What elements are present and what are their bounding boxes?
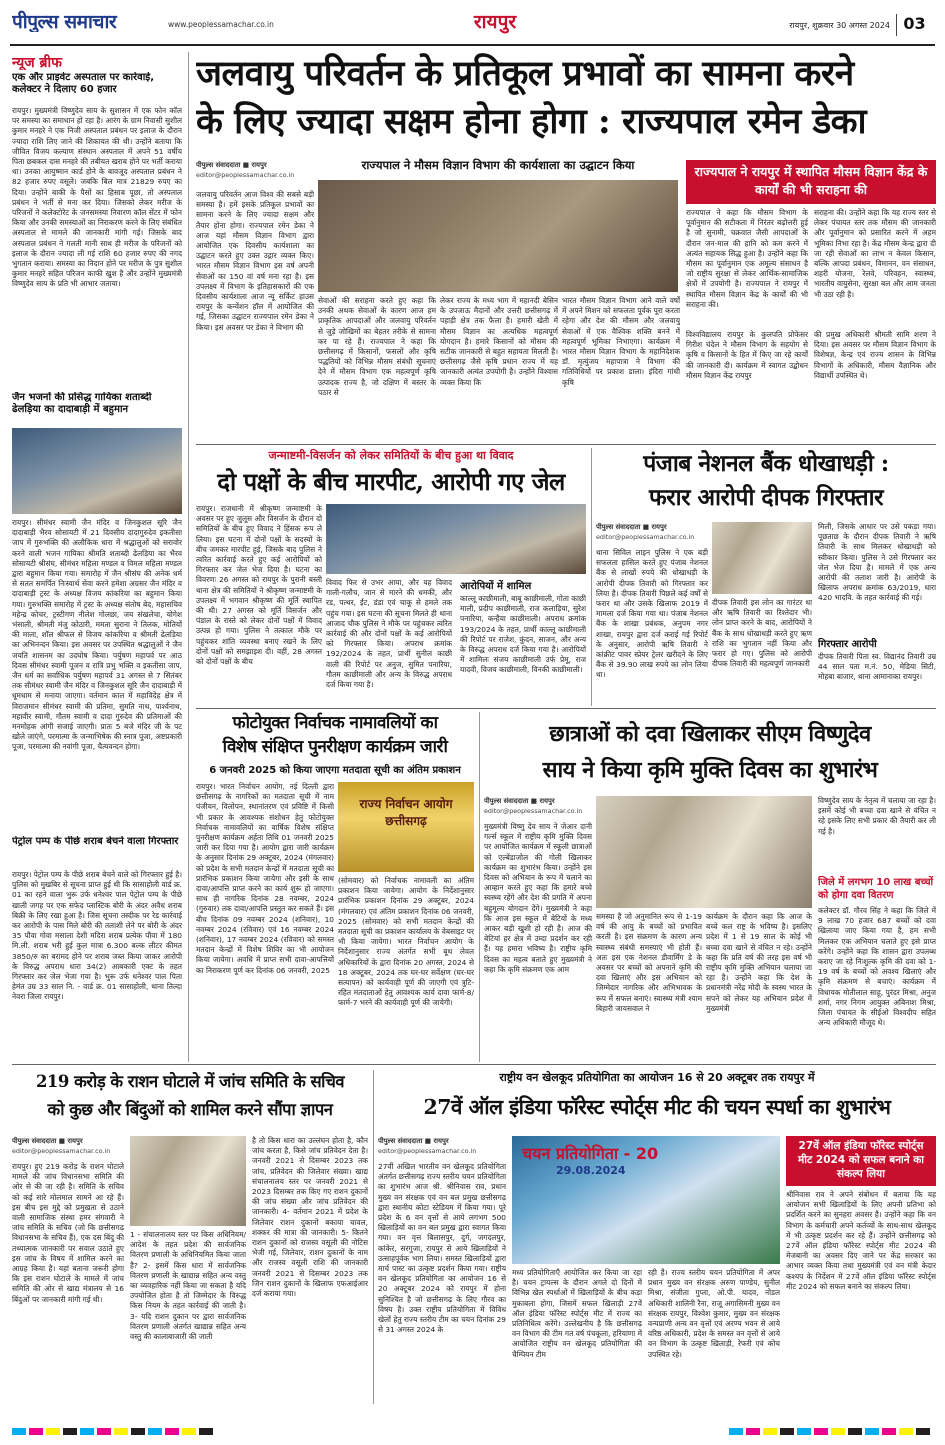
lead-side-title-text: राज्यपाल ने रायपुर में स्थापित मौसम विज्ञान केंद्र के कार्यों की भी सराहना की <box>694 164 928 197</box>
lead-side-title <box>686 160 936 204</box>
deworm-headline-line2: साय ने किया कृमि मुक्ति दिवस का शुभारंभ <box>542 757 878 783</box>
forest-col3: रही है। राज्य स्तरीय चयन प्रतियोगिता में अपर प्रधान मुख्य वन संरक्षक अरुण पाण्डेय, सुनील मिश्रा, संजीता गुप्ता, ओ.पी. यादव, नोडल अधिकारी शालिनी रैना, राजू अगासिमनी मुख्य वन संरक्षक रायपुर, विश्वेश कुमार, मुख्य वन संरक्षक वन्यप्राणी अन्य वन वृत्तों एवं अरण्य भवन से आये वरिष्ठ अधिकारी, प्रदेश के समस्त वन वृत्तों से आये वन विभाग के उत्कृष्ट खिलाड़ी, रेफरी एवं कोच उपस्थित रहे। <box>648 1268 780 1359</box>
lead-headline-line2: के लिए ज्यादा सक्षम होना होगा : राज्यपाल रमेन डेका <box>196 101 867 142</box>
voter-photo <box>338 782 474 872</box>
forest-side-title-text: 27वें ऑल इंडिया फॉरेस्ट स्पोर्ट्स मीट 2024 को सफल बनाने का संकल्प लिया <box>797 1140 925 1180</box>
pnb-col2: मिली, जिसके आधार पर उसे पकड़ा गया। पूछताछ के दौरान दीपक तिवारी ने ऋषि तिवारी के साथ मिलकर धोखाधड़ी को स्वीकार किया। पुलिस ने उसे गिरफ्तार कर जेल भेज दिया है। मामले में एक अन्य आरोपी की तलाश जारी है। आरोपी के खिलाफ अपराध क्रमांक 63/2019, धारा 420 भादवि. के तहत कार्रवाई की गई। <box>818 522 936 603</box>
deworm-col3: कार्यक्रम के दौरान कहा कि आज के बच्चे कल राष्ट्र के भविष्य है। इसलिए प्रदेश में 1 से 19 साल के कोई भी बच्चा दवा खाने से वंचित न रहे। उन्होंने कहा कि प्रति वर्ष की तरह इस वर्ष भी राष्ट्रीय कृमि मुक्ति अभियान चलाया जा रहा है। उन्होंने कहा कि देश के प्रधानमंत्री नरेंद्र मोदी के स्वस्थ भारत के सपने को लेकर यह अभियान प्रदेश में मुख्यमंत्री <box>706 912 812 1013</box>
registration-left <box>12 1428 232 1436</box>
forest-col2: मध्य प्रतियोगिताएँ आयोजित कर किया जा रहा है। चयन ट्रायल्स के दौरान अगले दो दिनों में विभिन्न खेल स्पर्धाओं में खिलाड़ियों के बीच कड़ा मुकाबला होगा, जिसमें सफल खिलाड़ी 27वें ऑल इंडिया फॉरेस्ट स्पोर्ट्स मीट में राज्य का प्रतिनिधित्व करेंगे। उल्लेखनीय है कि छत्तीसगढ़ वन विभाग की टीम गत वर्ष पंचकूला, हरियाणा में आयोजित राष्ट्रीय वन खेलकूद प्रतियोगिता की चैम्पियन टीम <box>512 1268 642 1359</box>
forest-banner-date: 29.08.2024 <box>556 1164 626 1177</box>
voter-col1: रायपुर। भारत निर्वाचन आयोग, नई दिल्ली द्वारा छत्तीसगढ़ के नागरिकों का मतदाता सूची में नाम पंजीयन, विलोपन, स्थानांतरण एवं प्रविष्टि में किसी भी प्रकार के आवश्यक संशोधन हेतु फोटोयुक्त निर्वाचक नामावलियों का वार्षिक विशेष संक्षिप्त पुनरीक्षण कार्यक्रम अर्हता तिथि 01 जनवरी 2025 जारी कर दिया गया है। आयोग द्वारा जारी कार्यक्रम के अनुसार दिनांक 29 अक्टूबर, 2024 (मंगलवार) को प्रदेश के सभी मतदान केन्द्रों में मतदाता सूची का प्रारंभिक प्रकाशन किया जायेगा और इसी के साथ दावा/आपत्ति प्राप्त करने का कार्य शुरू हो जाएगा। साथ ही नागरिक दिनांक 28 नवम्बर, 2024 (गुरुवार) तक दावा/आपत्ति प्रस्तुत कर सकते हैं। इस बीच दिनांक 09 नवम्बर 2024 (शनिवार), 10 नवम्बर 2024 (रविवार) एवं 16 नवम्बर 2024 (शनिवार), 17 नवम्बर 2024 (रविवार) को समस्त मतदान केन्द्रों में विशेष शिविर का भी आयोजन किया जायेगा। अवधि में प्राप्त सभी दावा-आपत्तियों का निराकरण पूर्ण कर दिनांक 06 जनवरी, 2025 <box>196 782 334 975</box>
forest-kicker: राष्ट्रीय वन खेलकूद प्रतियोगिता का आयोजन 16 से 20 अक्टूबर तक रायपुर में <box>499 1071 815 1084</box>
lead-byline-text: पीपुल्स संवाददाता ■ रायपुर <box>196 161 267 169</box>
lead-email: editor@peoplessamachar.co.in <box>196 171 295 179</box>
janmashtami-col1: रायपुर। राजधानी में श्रीकृष्ण जन्माष्टमी के अवसर पर हुए जुलूस और विसर्जन के दौरान दो समितियों के बीच हुए विवाद ने हिंसक रूप ले लिया। इस घटना में दोनों पक्षों के सदस्यों के बीच जमकर मारपीट हुई, जिसके बाद पुलिस ने त्वरित कार्रवाई करते हुए कई आरोपियों को गिरफ्तार कर जेल भेज दिया है। घटना का विवरणः 26 अगस्त को रायपुर के पुरानी बस्ती थाना क्षेत्र की समितियों ने श्रीकृष्ण जन्माष्टमी के उपलक्ष्य में भगवान श्रीकृष्ण की मूर्ति स्थापित की थी। 27 अगस्त को मूर्ति विसर्जन और पंडाल के रास्ते को लेकर दोनों पक्षों में विवाद उत्पन्न हो गया। पुलिस ने तत्काल मौके पर पहुंचकर शांति व्यवस्था बनाए रखने के लिए दोनों पक्षों को समझाइश दी। वहीं, 28 अगस्त को दोनों पक्षों के बीच <box>196 504 322 667</box>
deworm-subhead: जिले में लगभग 10 लाख बच्चों को होगा दवा वितरण <box>818 877 934 901</box>
lead-headline-line1: जलवायु परिवर्तन के प्रतिकूल प्रभावों का सामना करने <box>196 53 854 94</box>
brief1-body: रायपुर। मुख्यमंत्री विष्णुदेव साय के सुशासन में एक फोन कॉल पर समस्या का समाधान हो रहा है। आरंग के ग्राम निवासी सुशील कुमार मनहरे ने एक निजी अस्पताल प्रबंधन पर इलाज के दौरान ज्यादा राशि लिए जाने की शिकायत की थी। उन्होंने बताया कि जीवित विजय कल्याण संस्थान अस्पताल में अपने 51 वर्षीय पिता छबकल दास मनहरे की तबीयत खराब होने पर भर्ती कराया था। उनका आयुष्मान कार्ड होने के बावजूद अस्पताल प्रबंधन ने 82 हजार रुपए वसूले। जबकि बिल मात्र 21829 रुपए का दिया। उन्होंने बाकी के पैसों का हिसाब पूछा, तो अस्पताल प्रबंधन ने भर्ती से मना कर दिया। जिसको लेकर मरीज के परिजनों ने कलेक्टोरेट के जनसमस्या निवारण कॉल सेंटर में फोन किया और उनकी समस्याओं का निराकरण करने के लिए संबंधित अस्पताल से मामले की जानकारी मांगी गई। जिसके बाद अस्पताल प्रबंधन ने गलती मानी साथ ही मरीज के परिजनों को इलाज के दौरान ज्यादा ली गई राशि 60 हजार रुपए की नगद भुगतान कराया। समस्या का निदान होने पर मरीज के पुत्र सुशील कुमार मनहरे सहित परिजन काफी खुश है और उन्होंने मुख्यमंत्री विष्णुदेव साय के प्रति भी आभार जताया। <box>12 106 182 289</box>
pnb-accused-head: गिरफ्तार आरोपी <box>818 639 877 650</box>
pnb-photo <box>712 522 812 594</box>
voter-col2: (सोमवार) को निर्वाचक नामावली का अंतिम प्रकाशन किया जायेगा। आयोग के निर्देशानुसार प्रारंभिक प्रकाशन दिनांक 29 अक्टूबर, 2024 (मंगलवार) एवं अंतिम प्रकाशन दिनांक 06 जनवरी, 2025 (सोमवार) को सभी मतदान केन्द्रों की मतदाता सूची का प्रकाशन कार्यालय के वेबसाइट पर भी किया जायेगा। भारत निर्वाचन आयोग के निर्देशानुसार राज्य अंतर्गत सभी बूथ लेवल अधिकारियों के द्वारा दिनांक 20 अगस्त, 2024 से 18 अक्टूबर, 2024 तक घर-घर सर्वेक्षण (घर-घर सत्यापन) को कार्यवाही पूर्ण की जाएगी एवं त्रुटि-रहित मतदाताओं हेतु आवश्यक कार्य दावा फार्म-8/ फार्म-7 भरने की कार्यवाही पूर्ण की जायेगी। <box>338 876 474 1008</box>
deworm-col2: समस्या है जो अनुमानित रूप से 1-19 वर्ष की आयु के बच्चों को प्रभावित करती है। इस संक्रमण के कारण अन्य स्वास्थ्य संबंधी समस्याएं भी होती हैं। अतः इस एक नेशनल डीवार्मिंग डे के अवसर पर बच्चों को अपनाने कृमि की दवा खिलाएं और इस अभियान को जिम्मेदार नागरिक और अभिभावक के रूप में सफल बनाएं। स्वास्थ्य मंत्री श्याम बिहारी जायसवाल ने <box>596 912 702 1013</box>
ration-byline-text: पीपुल्स संवाददाता ■ रायपुर <box>12 1137 83 1145</box>
deworm-email: editor@peoplessamachar.co.in <box>484 807 583 815</box>
pnb-email: editor@peoplessamachar.co.in <box>596 533 695 541</box>
ration-col2: 1 - संचालनालय स्तर पर किस अधिनियम/आदेश के तहत प्रदेश की सार्वजनिक वितरण प्रणाली के अधिनियमित किया जाता है? 2- इसमें किस धारा में सार्वजनिक वितरण प्रणाली के खाद्यान्न सहित अन्य वस्तु का व्यवहारिक नहीं किया जा सकता है यदि उपयोजित होता है तो जिम्मेदार के विरुद्ध किस नियम के तहत कार्रवाई की जाती है। 3- यदि राशन दुकान पर द्वारा सार्वजनिक वितरण प्रणाली अंतर्गत खाद्यान्न सहित अन्य वस्तु की कालाबाजारी की जाती <box>130 1230 246 1342</box>
lead-subhead: राज्यपाल ने मौसम विज्ञान विभाग की कार्यशाला का उद्घाटन किया <box>361 158 635 172</box>
left-column-divider <box>188 52 189 1062</box>
masthead-rule <box>10 44 935 46</box>
lead-side-col2: सराहना की। उन्होंने कहा कि यह राज्य स्तर से लेकर पंचायत स्तर तक मौसम की जानकारी और पूर्वानुमान को प्रसारित करने में अहम भूमिका निभा रहा है। केंद्र मौसम केन्द्र द्वारा दी जा रही सेवाओं का लाभ न केवल किसान, बल्कि आपदा प्रबंधन, विमानन, वन संसाधन, शहरी योजना, रेलवे, परिवहन, स्वास्थ्य, भारतीय वायुसेना, सुरक्षा बल और आम जनता भी उठा रही है। <box>814 208 936 299</box>
forest-side-title <box>786 1136 936 1186</box>
deworm-col1: मुख्यमंत्री विष्णु देव साय ने जेआर दानी गर्ल्स स्कूल में राष्ट्रीय कृमि मुक्ति दिवस पर आयोजित कार्यक्रम में स्कूली छात्राओं को एल्बेंडाजोल की गोली खिलाकर कार्यक्रम का शुभारंभ किया। उन्होंने इस दिवस को अभियान के रूप में चलाने का आव्हान करते हुए कहा कि हमारे बच्चे स्वस्थ्य रहेंगे और देश की प्रगति में अपना बहुमूल्य योगदान देंगे। मुख्यमंत्री ने कहा कि आज इस स्कूल में बेटियों के मध्य आकर बड़ी खुशी हो रही है। आज की बेटियां हर क्षेत्र में उम्दा प्रदर्शन कर रही हैं। यह हमारा भविष्य है। राष्ट्रीय कृमि दिवस का महत्व बताते हुए मुख्यमंत्री ने कहा कि कृमि संक्रमण एक आम <box>484 822 592 974</box>
ration-byline <box>12 1136 124 1160</box>
page-number: 03 <box>896 14 932 36</box>
forest-byline-text: पीपुल्स संवाददाता ■ रायपुर <box>378 1137 449 1145</box>
voter-headline-line2: विशेष संक्षिप्त पुनरीक्षण कार्यक्रम जारी <box>222 737 448 757</box>
voter-photo-text: राज्य निर्वाचन आयोग छत्तीसगढ़ <box>359 797 453 828</box>
paper-name: पीपुल्स समाचार <box>12 11 117 32</box>
deworm-col4: विष्णुदेव साय के नेतृत्व में चलाया जा रहा है। इसमें कोई भी बच्चा दवा खाने से वंचित न रहे इसके लिए सभी प्रकार की तैयारी कर ली गई है। <box>818 796 936 836</box>
forest-email: editor@peoplessamachar.co.in <box>378 1147 477 1155</box>
janmashtami-headline: दो पक्षों के बीच मारपीट, आरोपी गए जेल <box>217 467 565 496</box>
janmashtami-col2: विवाद फिर से उभर आया, और यह विवाद गाली-गलौच, जान से मारने की धमकी, और रड, पत्थर, ईंट, डंडा एवं चाकू से हमले तक पहुंच गया। इस घटना की सूचना मिलते ही थाना आजाद चौक पुलिस ने मौके पर पहुंचकर त्वरित कार्रवाई की और दोनों पक्षों के कई आरोपियों को गिरफ्तार किया। अपराध क्रमांक 192/2024 के तहत, प्रार्थी सुनील काछी वाली की रिपोर्ट पर अनुज, सुमित पनारिया, गौतम काछीमाली और अन्य के विरुद्ध अपराध दर्ज किया गया है। <box>326 578 452 690</box>
pnb-col1: थाना सिविल लाइन पुलिस ने एक बड़ी सफलता हासिल करते हुए पंजाब नेशनल बैंक से लाखों रुपये की धोखाधड़ी के आरोपी दीपक तिवारी को गिरफ्तार कर लिया है। दीपक तिवारी पिछले कई वर्षों से फरार था और उसके खिलाफ 2019 में मामला दर्ज किया गया था। पंजाब नेशनल बैंक के शाखा प्रबंधक, अनुपम नगर शाखा, रायपुर द्वारा दर्ज कराई गई रिपोर्ट के अनुसार, आरोपी ऋषि तिवारी ने कांक्रीट पावर स्प्रेयर ट्रेलर खरीदने के लिए बैंक से 39.90 लाख रुपये का लोन लिया था। <box>596 548 708 680</box>
ration-photo <box>130 1136 246 1226</box>
lower-rule <box>12 1064 936 1065</box>
brief2-headline: जैन भजनों की प्रसिद्ध गायिका शताब्दी ढेलड़िया का दादाबाड़ी में बहुमान <box>12 392 152 415</box>
deworm-col5: कलेक्टर डॉ. गौरव सिंह ने कहा कि जिले में 9 लाख 70 हजार 687 बच्चों को दवा खिलाया जाए किया गया है, हम सभी मिलकर एक अभियान चलाते हुए इसे प्राप्त करेंगे। उन्होंने कहा कि शासन द्वारा उपलब्ध कराए जा रहे निःशुल्क कृमि की दवा को 1-19 वर्ष के बच्चों को अवश्य खिलाएं और कृमि संक्रमण से बचाएं। कार्यक्रम में विधायक मोतीलाल साहू, पुरंदर मिश्रा, अनुज शर्मा, नगर निगम आयुक्त अबिनाश मिश्रा, जिला पंचायत के सीईओ विश्वदीप सहित अन्य अधिकारी मौजूद थे। <box>818 906 936 1028</box>
lead-side-col1: राज्यपाल ने कहा कि मौसम विभाग के पूर्वानुमान की सटीकता में निरंतर बढ़ोत्तरी हुई है जो सुनामी, चक्रवात जैसी आपदाओं के दौरान जन-माल की हानि को कम करने में अत्यंत सहायक सिद्ध हुआ है। उन्होंने कहा कि मौसम का पूर्वानुमान एक अमूल्य संसाधन है जो राष्ट्रीय सुरक्षा से लेकर आर्थिक-सामाजिक क्षेत्रों में उपयोगी है। राज्यपाल ने रायपुर में स्थापित मौसम विज्ञान केंद्र के कार्यों की भी सराहना की। <box>686 208 808 309</box>
website-url: www.peoplessamachar.co.in <box>168 20 274 29</box>
date-line: रायपुर, शुक्रवार 30 अगस्त 2024 <box>789 21 890 30</box>
forest-headline: 27वें ऑल इंडिया फॉरेस्ट स्पोर्ट्स मीट की चयन स्पर्धा का शुभारंभ <box>423 1095 891 1119</box>
brief1-headline: एक और प्राइवेट अस्पताल पर कार्रवाई, कलेक्टर ने दिलाए 60 हजार <box>12 72 154 95</box>
deworm-photo <box>596 796 812 908</box>
lead-photo <box>318 180 678 292</box>
deworm-byline-text: पीपुल्स संवाददाता ■ रायपुर <box>484 797 555 805</box>
registration-right <box>710 1428 930 1436</box>
janmashtami-photo <box>326 504 586 574</box>
pnb-accused-body: दीपक तिवारी पिता स्व. विद्यानंद तिवारी उम्र 44 साल पता म.नं. 50, मेडिया सिटी, मोहबा बाजार, थाना आमानाका रायपुर। <box>818 652 936 682</box>
masthead <box>0 0 945 44</box>
ration-headline-line2: को कुछ और बिंदुओं को शामिल करने सौंपा ज्ञापन <box>47 1100 333 1119</box>
news-brief-title: न्यूज ब्रीफ <box>12 55 62 70</box>
pnb-headline-line2: फरार आरोपी दीपक गिरफ्तार <box>649 484 883 511</box>
janmashtami-photo-caption: आरोपियों में शामिल <box>460 581 532 592</box>
ration-headline-line1: 219 करोड़ के राशन घोटाले में जांच समिति के सचिव <box>35 1072 345 1091</box>
pnb-photo-caption: दीपक तिवारी इस लोन का गारंटर था और ऋषि तिवारी का रिश्तेदार भी। लोन प्राप्त करने के बाद, आरोपियों ने बैंक के साथ धोखाधड़ी करते हुए ऋण राशि का भुगतान नहीं किया और फरार हो गए। पुलिस को आरोपी दीपक तिवारी की महत्वपूर्ण जानकारी <box>712 598 812 669</box>
lead-byline <box>196 160 314 184</box>
ration-divider <box>373 1070 374 1404</box>
news-brief-label <box>12 52 182 70</box>
pnb-byline-text: पीपुल्स संवाददाता ■ रायपुर <box>596 523 667 531</box>
voter-headline-line1: फोटोयुक्त निर्वाचक नामावलियों का <box>232 713 438 733</box>
section-title: रायपुर <box>473 11 517 33</box>
ration-email: editor@peoplessamachar.co.in <box>12 1147 111 1155</box>
lead-col1: जलवायु परिवर्तन आज विश्व की सबसे बड़ी समस्या है। हमें इसके प्रतिकूल प्रभावों का सामना करने के लिए ज्यादा सक्षम और तैयार होना होगा। राज्यपाल रमेन डेका ने आज यहां मौसम विज्ञान विभाग द्वारा आयोजित एक दिवसीय कार्यशाला का उद्घाटन करते हुए उक्त उद्गार व्यक्त किए। भारत मौसम विज्ञान विभाग इस वर्ष अपनी सेवाओं का 150 वां वर्ष मना रहा है। इस उपलक्ष्य में विभाग के इतिहासकारों की एक दिवसीय कार्यशाला आज न्यू सर्किट हाउस रायपुर के कन्वेंशन हॉल में आयोजित की गई, जिसका उद्घाटन राज्यपाल रमेन डेका ने किया। इस अवसर पर डेका ने विभाग की <box>196 190 314 332</box>
lead-col2: सेवाओं की सराहना करते हुए कहा कि उनकी अथक सेवाओं के कारण आज हम प्राकृतिक आपदाओं और जलवायु परिवर्तन से जुड़े जोखिमों का बेहतर तरीके से सामना कर पा रहे हैं। राज्यपाल ने कहा कि छत्तीसगढ़ में किसानों, फसलों और कृषि पद्धतियों को विभिन्न मौसम संबंधी सूचनाएं देने में मौसम विभाग एक महत्वपूर्ण कृषि उत्पादक राज्य है, जो दक्षिण में बस्तर के पठार से <box>318 296 436 397</box>
paper-logo <box>12 8 162 32</box>
forest-byline <box>378 1136 506 1160</box>
lead-side-col3: विश्वविद्यालय रायपुर के कुलपति प्रोफेसर गिरीश चंदेल ने मौसम विभाग के सहयोग से कृषि व किसानों के हित में किए जा रहे कार्यों की जानकारी दी। कार्यक्रम में स्वागत उद्बोधन मौसम विज्ञान केंद्र रायपुर <box>686 330 808 380</box>
pnb-headline-line1: पंजाब नेशनल बैंक धोखाधड़ी : <box>643 450 889 477</box>
lead-col4: भारत मौसम विज्ञान विभाग आने वाले वर्षों में अपने मिशन को सफलता पूर्वक पूरा करता रहेगा और देश की मौसम और जलवायु सेवाओं में एक वैश्विक शक्ति बनने में महत्वपूर्ण भूमिका निभाएगा। कार्यक्रम में भारत मौसम विज्ञान विभाग के महानिदेशक डॉ. मृत्युंजय महापात्रा ने विभाग की गतिविधियों पर प्रकाश डाला। इंदिरा गांधी कृषि <box>562 296 680 387</box>
forest-side-body: श्रीनिवास राव ने अपने संबोधन में बताया कि यह आयोजन सभी खिलाड़ियों के लिए अपनी प्रतिभा को प्रदर्शित करने का सुनहरा अवसर है। उन्होंने कहा कि वन विभाग के कर्मचारी अपने कर्तव्यों के साथ-साथ खेलकूद में भी उत्कृष्ट प्रदर्शन कर रहे हैं। उन्होंने छत्तीसगढ़ को 27वें ऑल इंडिया फॉरेस्ट स्पोर्ट्स मीट 2024 की मेजबानी का अवसर दिए जाने पर केंद्र सरकार का आभार व्यक्त किया तथा मुख्यमंत्री एवं वन मंत्री केदार कश्यप के निर्देशन में 27वें ऑल इंडिया फॉरेस्ट स्पोर्ट्स मीट 2024 को सफल बनाने का संकल्प लिया। <box>786 1190 936 1291</box>
janmashtami-divider <box>591 448 592 706</box>
forest-photo <box>512 1136 780 1264</box>
lead-bottom-rule <box>196 444 936 445</box>
forest-banner-text: चयन प्रतियोगिता - 20 <box>522 1144 659 1163</box>
brief3-headline: पेट्रोल पम्प के पीछे शराब बेचने वाला गिरफ्तार <box>12 836 179 847</box>
mid-rule <box>196 708 936 709</box>
pnb-byline <box>596 522 708 546</box>
brief3-body: रायपुर। पेट्रोल पम्प के पीछे शराब बेचने वाले को गिरफ्तार हुई है। पुलिस को मुखबिर से सूचना प्राप्त हुई थी कि सासाहोली वार्ड क्र. 01 का रहने वाला भुरू उर्फ धनेश्वर पाल पेट्रोल पम्प के पीछे खाली जगह पर एक सफेद प्लास्टिक बोरी के अंदर अवैध शराब बिक्री के लिए रखा हुआ है। जिस सूचना तस्दीक पर रेड कार्रवाई कर आरोपी के पास मिले बोरी की तलाशी लेने पर बोरी के अंदर 35 पौवा गोवा मसाला देशी मदिरा शराब प्रत्येक पौवा में 180 मि.ली. शराब भरी हुई कुल मात्रा 6.300 बल्क लीटर कीमत 3850/रु का बरामद होने पर शराब जब्त किया जाकर आरोपी के विरुद्ध अपराध धारा 34(2) आबकारी एक्ट के तहत गिरफ्तार कर जेल भेजा गया है। भुरू उर्फ धनेश्वर पाल पिता हेमंत उम्र 33 साल नि. - वार्ड क्र. 01 सासाहोली, थाना तिल्दा नेवरा जिला रायपुर। <box>12 870 182 1002</box>
forest-col1: 27वीं अखिल भारतीय वन खेलकूद प्रतियोगिता अंतर्गत छत्तीसगढ़ राज्य स्तरीय चयन प्रतियोगिता का शुभारंभ आज श्री. श्रीनिवास राव, प्रधान मुख्य वन संरक्षक एवं वन बल प्रमुख छत्तीसगढ़ द्वारा स्थानीय कोटा स्टेडियम में किया गया। पूरे प्रदेश के 6 वन वृत्तों से आये लगभग 500 खिलाड़ियों का वन बल प्रमुख द्वारा स्वागत किया गया। वन वृत्त बिलासपुर, दुर्ग, जगदलपुर, कांकेर, सरगुजा, रायपुर से आये खिलाड़ियों ने उत्साहपूर्वक भाग लिया। समस्त खिलाड़ियों द्वारा मार्च पास्ट का उत्कृष्ट प्रदर्शन किया गया। राष्ट्रीय वन खेलकूद प्रतियोगिता का आयोजन 16 से 20 अक्टूबर 2024 को रायपुर में होना सुनिश्चित है जो छत्तीसगढ़ के लिए गौरव का विषय है। उक्त राष्ट्रीय प्रतियोगिता में विविध खेलों हेतु राज्य स्तरीय टीम का चयन दिनांक 29 से 31 अगस्त 2024 के <box>378 1162 506 1335</box>
ration-col3: है तो किस धारा का उल्लंघन होता है, कौन जांच करता है, किसे जांच प्रतिवेदन देता है। जनवरी 2021 से दिसम्बर 2023 तक जांच, प्रतिवेदन की जिलेवार संख्या। खाद्य संचालनालय स्तर पर जनवरी 2021 से 2023 दिसम्बर तक किए गए राशन दुकानों की जांच संख्या और जांच प्रतिवेदन की जानकारी। 4- वर्तमान 2021 में प्रदेश के जिलेवार राशन दुकानों बकाया चावल, शक्कर की मात्रा की जानकारी। 5- कितने राशन दुकानों को राजस्व वसूली की नोटिस भेजी गई, जिलेवार, राशन दुकानों के नाम और राजस्व वसूली राशि की जानकारी जनवरी 2021 से दिसम्बर 2023 तक जिन राशन दुकानों के खिलाफ एफआईआर दर्ज कराया गया। <box>252 1136 368 1299</box>
lead-col3: लेकर राज्य के मध्य भाग में महानदी बेसिन के उपजाऊ मैदानों और उत्तरी छत्तीसगढ़ में पहाड़ी क्षेत्र तक फैला है। हमारी खेती में मौसम विज्ञान का अत्यधिक महत्वपूर्ण योगदान है। हमारे किसानों को मौसम की सटीक जानकारी से बहुत सहायता मिलती है। छत्तीसगढ़ जैसे कृषि प्रधान राज्य में यह जानकारी अत्यंत उपयोगी है। उन्होंने विश्वास व्यक्त किया कि <box>440 296 558 387</box>
janmashtami-col3: काल्लू काछीमाली, बाबू काछीमाली, गोता काछी माली, प्रदीप काछीमाली, राज कलाड़िया, सुरेश पनारिया, कन्हैया काछीमाली। अपराध क्रमांक 193/2024 के तहत, प्रार्थी काल्लू काछीमाली की रिपोर्ट पर राजेश, कुंदन, साजन, और अन्य के विरुद्ध अपराध दर्ज किया गया है। आरोपियों में शामिलः संजय काछीमाली उर्फ प्रेमू, राज यादवी, विजय काछीमाली, विनकी काछीमाली। <box>460 594 586 675</box>
brief2-photo <box>12 428 182 514</box>
lead-side-col4: की प्रमुख अधिकारी श्रीमती सामि शरण ने दिया। इस अवसर पर मौसम विज्ञान विभाग के विशेषज्ञ, केन्द्र एवं राज्य शासन के विभिन्न विभागों के अधिकारी, मौसम वैज्ञानिक और विद्यार्थी उपस्थित थे। <box>814 330 936 380</box>
voter-subhead: 6 जनवरी 2025 को किया जाएगा मतदाता सूची का अंतिम प्रकाशन <box>209 765 461 776</box>
ration-col1: रायपुर। हुए 219 करोड़ के राशन घोटाले मामले की जांच विधानसभा समिति की ओर से की जा रही है। समिति के सचिव को कई सारे मोलमाल सामने आ रहे हैं। इस बीच इस मुद्दे को प्रमुखता से उठाने वाली सामाजिक संस्था हमर संगवारी ने जांच समिति के सचिव (जो कि छत्तीसगढ़ विधानसभा के सचिव हैं), एक दस बिंदु की तथ्यात्मक जानकारी पर सवाल उठाते हुए इस जांच के विषय में शामिल करने का आग्रह किया है। यहां बताना जरूरी होगा कि इस राशन घोटाले के मामले में जांच समिति की ओर से खाद्य मंत्रालय से 16 बिंदुओं पर जानकारी मांगी गई थी। <box>12 1162 124 1304</box>
brief2-body: रायपुर। सीमंधर स्वामी जैन मंदिर व जिनकुशल सूरि जैन दादाबाड़ी भैरव सोसायटी में 21 दिवसीय दादागुरुदेव इकतीसा जाप में गुरुभक्ति की अलौकिक धारा में श्रद्धालुओं को सरावोर करने वाली भजन गायिका श्रीमति शताब्दी ढेलड़िया का भैरव सोसायटी श्रीसंघ, सीमंधर महिला मण्डल व विमल महिला मण्डल द्वारा बहुमान किया गया। समारोह में जैन श्रीसंघ की अनेक धर्म से सतत समर्पित निःस्वार्थ सेवा करने हमेशा अग्रसर जैन मंदिर व दादाबाड़ी ट्रस्ट के अध्यक्ष विजय कांकरिया का बहुमान किया गया। गुरुभक्ति समारोह में ट्रस्ट के अध्यक्ष संतोष बेद, महासचिव महेन्द्र कोचर, ट्रस्टीगण नीलेश गोलछा, जय संखलेचा, योगेश भंसाली, श्रीमती मंजु कोठारी, ममता सुराना ने तिलक, मोतियों की माला, शॉल श्रीफल से विजय कांकरिया व श्रीमती ढेलड़िया का अभिनन्दन किया। इस अवसर पर उपस्थित श्रद्धालुओं ने जैन जयति शासनम का उदघोष किया। पर्युषण महापर्व पर आठ दिवस सीमंधर स्वामी पूजन व रात्रि प्रभु भक्ति व इकतीसा जाप, जैन धर्म का सर्वाधिक पर्युषण महापर्व 31 अगस्त से 7 सितंबर तक सीमंधर स्वामी जैन मंदिर व जिनकुशल सूरि जैन दादाबाड़ी में धूमधाम से मनाया जाएगा। वर्तमान काल में महाविदेह क्षेत्र में विराजमान सीमंधर स्वामी की प्रतिमा, सुमति नाथ, पार्श्वनाथ, महावीर स्वामी, गौतम स्वामी व दादा गुरुदेव की प्रतिमाओं की मनमोहक आंगी सजाई जाएगी। प्रातः 5 बजे मंदिर जी के पट खोले जाएंगे, परमात्मा के जन्माभिषेक की स्नात्र पूजा, अष्टप्रकारी पूजा, परमात्मा की नवांगी पूजा, चैत्यवन्दन होगा। <box>12 518 182 752</box>
voter-divider <box>479 712 480 1062</box>
registration-bar <box>0 1418 945 1445</box>
deworm-byline <box>484 796 592 820</box>
janmashtami-kicker: जन्माष्टमी-विसर्जन को लेकर समितियों के बीच हुआ था विवाद <box>268 449 514 462</box>
deworm-headline-line1: छात्राओं को दवा खिलाकर सीएम विष्णुदेव <box>549 721 871 747</box>
